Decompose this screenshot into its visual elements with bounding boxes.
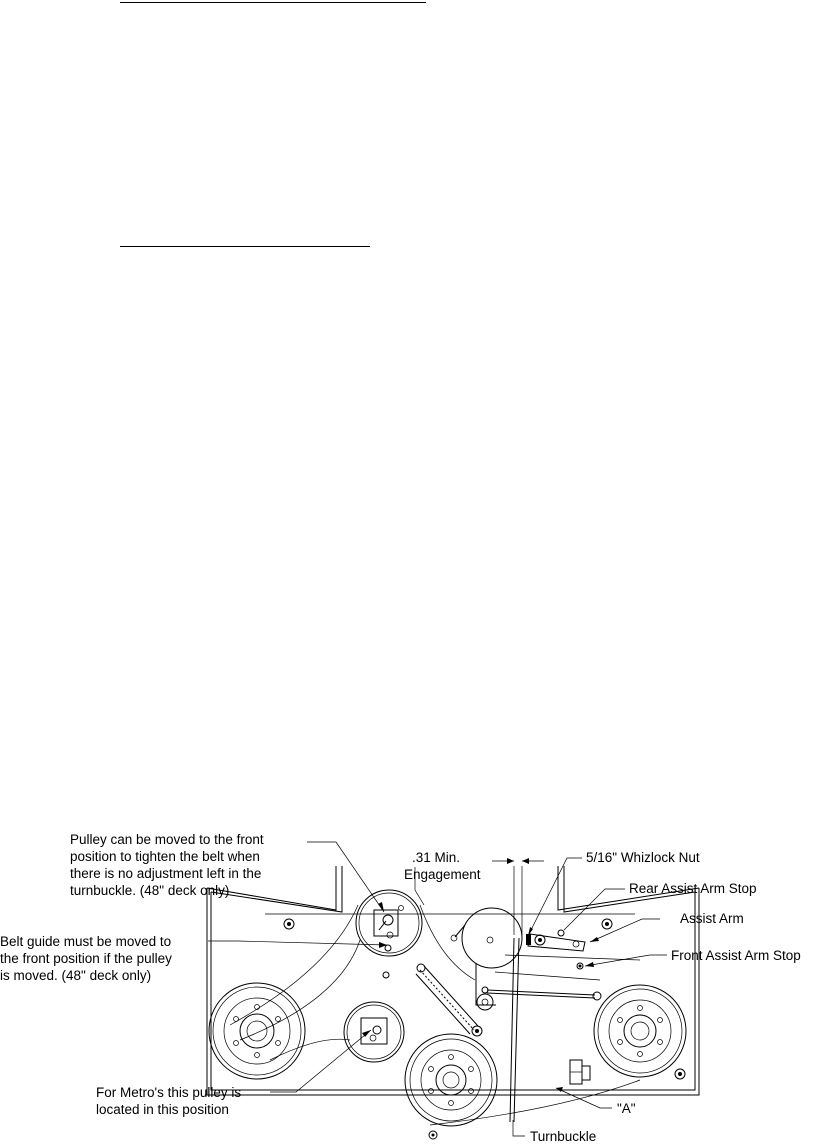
tension-spring (416, 964, 482, 1036)
assist-arm (526, 930, 585, 969)
svg-text:.31 Min.: .31 Min. (412, 850, 461, 865)
callout-metro-pulley (96, 1085, 241, 1117)
header-rule-top (120, 2, 426, 3)
svg-text:the front position if the pull: the front position if the pulley (0, 951, 172, 966)
callout-pulley-can-be-moved (70, 832, 264, 898)
callout-whizlock-nut: 5/16" Whizlock Nut (586, 850, 700, 865)
svg-text:is moved. (48" deck only): is moved. (48" deck only) (0, 968, 152, 983)
belt-guide (284, 919, 612, 978)
svg-text:Pulley can be moved to the fro: Pulley can be moved to the front (70, 832, 264, 847)
top-idler-pulley (356, 890, 422, 956)
metro-pulley (344, 1002, 404, 1062)
right-spindle-pulley (594, 985, 686, 1077)
right-bracket (429, 1060, 685, 1139)
callout-engagement (404, 850, 481, 882)
svg-text:located in this position: located in this position (96, 1102, 229, 1117)
callout-rear-assist-arm-stop: Rear Assist Arm Stop (629, 881, 757, 896)
mower-deck-belt-diagram (0, 800, 813, 1147)
svg-text:Belt guide must be moved to: Belt guide must be moved to (0, 934, 172, 949)
svg-text:For Metro's this pulley is: For Metro's this pulley is (96, 1085, 242, 1100)
callout-belt-guide (0, 934, 172, 983)
svg-text:Engagement: Engagement (404, 867, 481, 882)
callout-turnbuckle: Turnbuckle (530, 1129, 597, 1144)
deck-outline (207, 866, 699, 1095)
turnbuckle-rod (477, 938, 601, 1122)
idler-arm-pulley (451, 908, 522, 1005)
center-spindle-pulley (405, 1034, 497, 1126)
svg-text:turnbuckle. (48" deck only): turnbuckle. (48" deck only) (70, 883, 230, 898)
callout-assist-arm: Assist Arm (680, 911, 744, 926)
header-rule-middle (120, 246, 370, 247)
svg-text:position to tighten the belt w: position to tighten the belt when (70, 849, 260, 864)
svg-text:there is no adjustment left in: there is no adjustment left in the (70, 866, 262, 881)
left-spindle-pulley (209, 983, 305, 1079)
callout-a-label: "A" (617, 1101, 636, 1116)
callout-front-assist-arm-stop: Front Assist Arm Stop (671, 948, 801, 963)
